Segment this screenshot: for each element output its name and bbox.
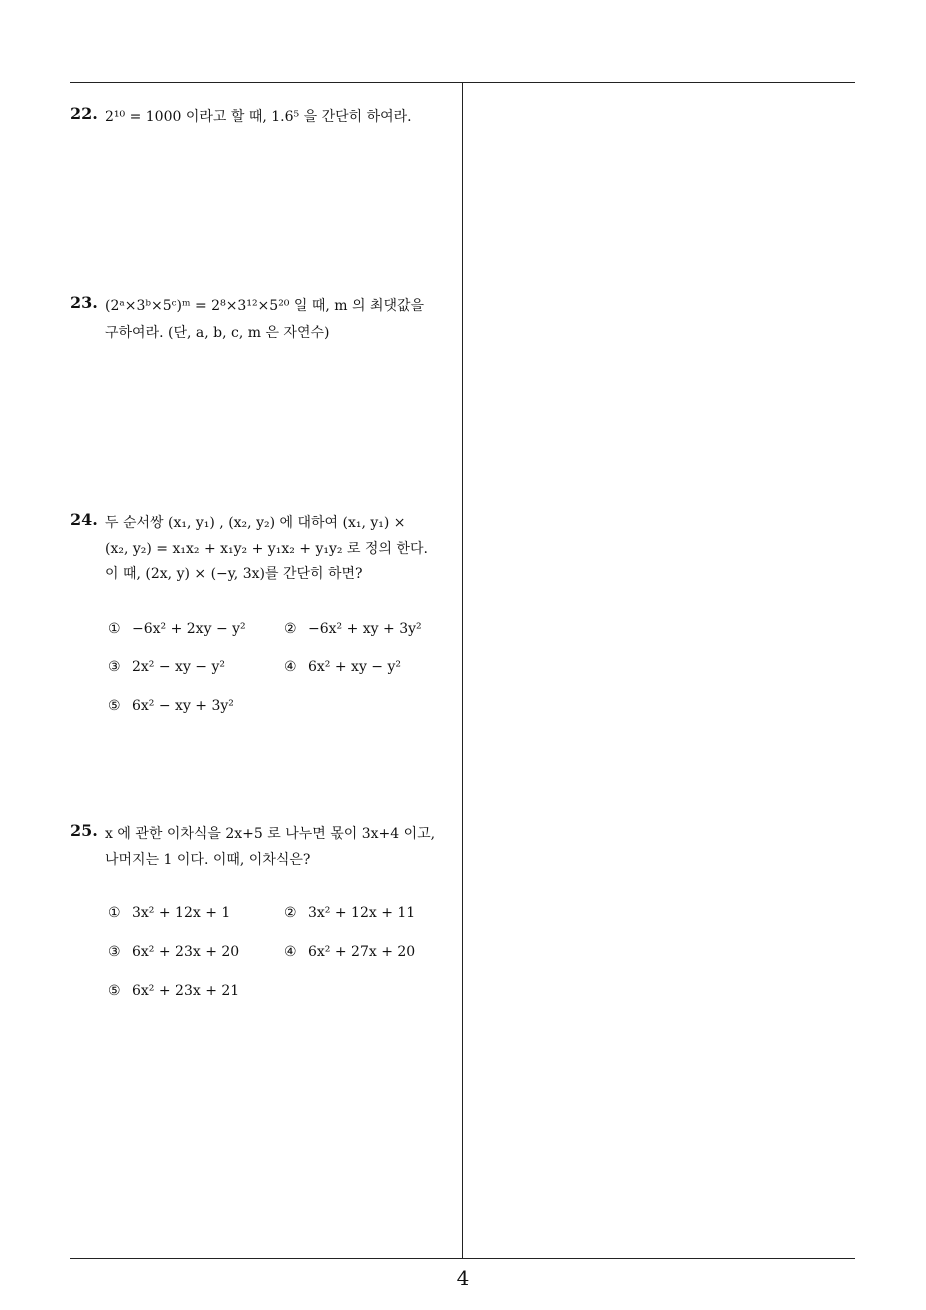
choice-text: 3x² + 12x + 1 — [132, 905, 231, 921]
page-number: 4 — [456, 1266, 470, 1290]
choice-5[interactable] — [108, 698, 234, 714]
choice-mark: ② — [284, 621, 297, 637]
choice-3[interactable] — [108, 659, 225, 675]
choice-text: 6x² + xy − y² — [308, 659, 402, 675]
choice-text: 6x² + 23x + 20 — [132, 944, 240, 960]
column-divider — [462, 82, 463, 1258]
question-text: (2ᵃ×3ᵇ×5ᶜ)ᵐ = 2⁸×3¹²×5²⁰ 일 때, m 의 최댓값을 — [105, 298, 425, 314]
choice-text: 6x² − xy + 3y² — [132, 698, 234, 714]
choice-mark: ① — [108, 905, 121, 921]
choice-4[interactable] — [284, 944, 415, 960]
bottom-rule — [70, 1258, 855, 1259]
choice-mark: ⑤ — [108, 983, 121, 999]
question-text: 나머지는 1 이다. 이때, 이차식은? — [105, 852, 311, 868]
question-number: 25. — [70, 821, 98, 840]
question-number: 23. — [70, 293, 98, 312]
choice-mark: ① — [108, 621, 121, 637]
choice-2[interactable] — [284, 905, 415, 921]
choice-mark: ③ — [108, 659, 121, 675]
question-text: 두 순서쌍 (x₁, y₁) , (x₂, y₂) 에 대하여 (x₁, y₁) × — [105, 515, 406, 531]
choice-mark: ⑤ — [108, 698, 121, 714]
choice-mark: ④ — [284, 659, 297, 675]
choice-mark: ③ — [108, 944, 121, 960]
question-text: 구하여라. (단, a, b, c, m 은 자연수) — [105, 325, 330, 341]
question-text: 2¹⁰ = 1000 이라고 할 때, 1.6⁵ 을 간단히 하여라. — [105, 109, 412, 125]
question-number: 22. — [70, 104, 98, 123]
choice-5[interactable] — [108, 983, 239, 999]
choice-mark: ② — [284, 905, 297, 921]
choice-4[interactable] — [284, 659, 401, 675]
choice-1[interactable] — [108, 905, 230, 921]
choice-text: 3x² + 12x + 11 — [308, 905, 416, 921]
choice-1[interactable] — [108, 621, 246, 637]
choice-2[interactable] — [284, 621, 422, 637]
choice-text: 2x² − xy − y² — [132, 659, 226, 675]
question-number: 24. — [70, 510, 98, 529]
question-text: (x₂, y₂) = x₁x₂ + x₁y₂ + y₁x₂ + y₁y₂ 로 정의 한다. — [105, 541, 428, 557]
choice-text: 6x² + 23x + 21 — [132, 983, 240, 999]
choice-3[interactable] — [108, 944, 239, 960]
choice-mark: ④ — [284, 944, 297, 960]
choice-text: 6x² + 27x + 20 — [308, 944, 416, 960]
question-text: 이 때, (2x, y) × (−y, 3x)를 간단히 하면? — [105, 566, 363, 582]
choice-text: −6x² + xy + 3y² — [308, 621, 422, 637]
question-text: x 에 관한 이차식을 2x+5 로 나누면 몫이 3x+4 이고, — [105, 826, 436, 842]
choice-text: −6x² + 2xy − y² — [132, 621, 246, 637]
